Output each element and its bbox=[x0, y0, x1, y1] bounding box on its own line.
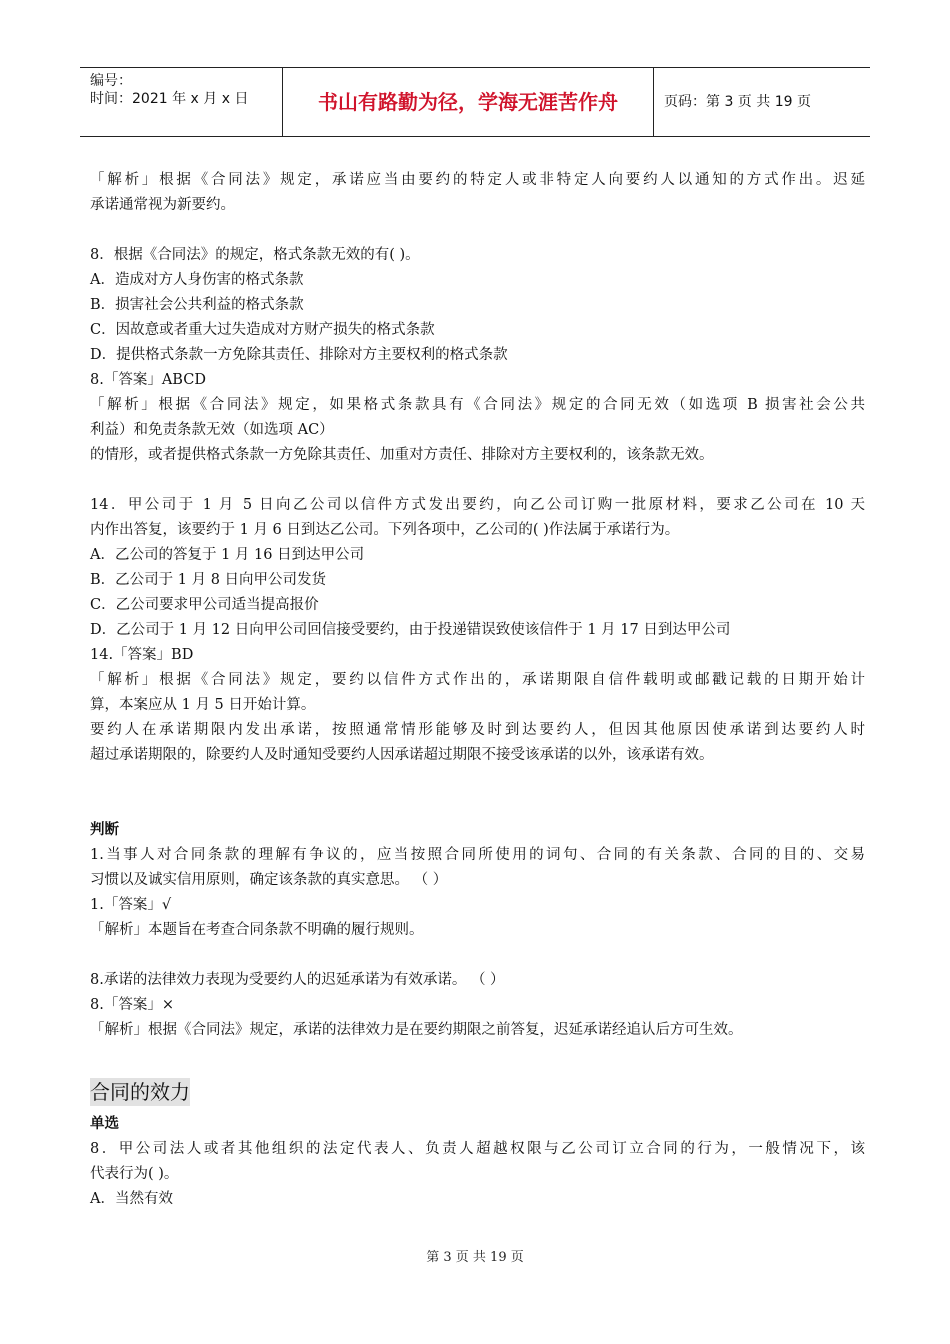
question-14-analysis: 「解析」根据《合同法》规定，要约以信件方式作出的，承诺期限自信件载明或邮戳记载的日期开始计 bbox=[90, 672, 865, 688]
question-8-analysis: 「解析」根据《合同法》规定，如果格式条款具有《合同法》规定的合同无效（如选项 B 损害社会公共 bbox=[90, 397, 865, 413]
judgment-1-stem: 1.当事人对合同条款的理解有争议的，应当按照合同所使用的词句、合同的有关条款、合同的目的、交易 bbox=[90, 847, 865, 863]
judgment-heading: 判断 bbox=[90, 822, 119, 838]
question-8-answer: 8.「答案」ABCD bbox=[90, 372, 206, 388]
single-choice-heading: 单选 bbox=[90, 1116, 119, 1132]
question-14-option-b: B．乙公司于 1 月 8 日向甲公司发货 bbox=[90, 572, 327, 588]
question-8-analysis: 的情形，或者提供格式条款一方免除其责任、加重对方责任、排除对方主要权利的，该条款无效。 bbox=[90, 447, 714, 463]
question-8-option-b: B．损害社会公共利益的格式条款 bbox=[90, 297, 304, 313]
question-14-option-c: C．乙公司要求甲公司适当提高报价 bbox=[90, 597, 319, 613]
question-8-option-d: D．提供格式条款一方免除其责任、排除对方主要权利的格式条款 bbox=[90, 347, 508, 363]
question-14-analysis: 要约人在承诺期限内发出承诺，按照通常情形能够及时到达要约人，但因其他原因使承诺到达要约人时 bbox=[90, 722, 865, 738]
judgment-8-analysis: 「解析」根据《合同法》规定，承诺的法律效力是在要约期限之前答复，迟延承诺经追认后方可生效。 bbox=[90, 1022, 743, 1038]
question-8-option-a: A．造成对方人身伤害的格式条款 bbox=[90, 272, 304, 288]
document-number-label: 编号： bbox=[90, 73, 132, 89]
header-page-number: 页码：第 3 页 共 19 页 bbox=[664, 94, 811, 110]
question-14-option-d: D．乙公司于 1 月 12 日向甲公司回信接受要约，由于投递错误致使该信件于 1 月 17 日到达甲公司 bbox=[90, 622, 731, 638]
question-14-answer: 14.「答案」BD bbox=[90, 647, 194, 663]
question-8-option-c: C．因故意或者重大过失造成对方财产损失的格式条款 bbox=[90, 322, 435, 338]
single-8-stem: 8．甲公司法人或者其他组织的法定代表人、负责人超越权限与乙公司订立合同的行为，一般情况下，该 bbox=[90, 1141, 865, 1157]
document-date-label: 时间：2021 年 x 月 x 日 bbox=[90, 91, 249, 107]
question-14-option-a: A．乙公司的答复于 1 月 16 日到达甲公司 bbox=[90, 547, 365, 563]
question-14-stem: 内作出答复，该要约于 1 月 6 日到达乙公司。下列各项中，乙公司的( )作法属于承诺行为。 bbox=[90, 522, 680, 538]
page-footer: 第 3 页 共 19 页 bbox=[426, 1250, 524, 1265]
judgment-8-answer: 8.「答案」× bbox=[90, 997, 174, 1013]
question-14-analysis: 超过承诺期限的，除要约人及时通知受要约人因承诺超过期限不接受该承诺的以外，该承诺有效。 bbox=[90, 747, 714, 763]
analysis-line: 承诺通常视为新要约。 bbox=[90, 197, 235, 213]
judgment-1-answer: 1.「答案」√ bbox=[90, 897, 172, 913]
document-body bbox=[90, 168, 865, 1212]
judgment-1-analysis: 「解析」本题旨在考查合同条款不明确的履行规则。 bbox=[90, 922, 424, 938]
header-motto: 书山有路勤为径，学海无涯苦作舟 bbox=[282, 68, 654, 136]
question-14-stem: 14．甲公司于 1 月 5 日向乙公司以信件方式发出要约，向乙公司订购一批原材料，要求乙公司在 10 天 bbox=[90, 497, 865, 513]
header-meta bbox=[80, 68, 282, 136]
question-8-stem: 8．根据《合同法》的规定，格式条款无效的有( )。 bbox=[90, 247, 420, 263]
page-header bbox=[80, 67, 870, 137]
single-8-option-a: A．当然有效 bbox=[90, 1191, 173, 1207]
single-8-stem: 代表行为( )。 bbox=[90, 1166, 179, 1182]
question-14-analysis: 算，本案应从 1 月 5 日开始计算。 bbox=[90, 697, 316, 713]
question-8-analysis: 利益）和免责条款无效（如选项 AC） bbox=[90, 422, 334, 438]
judgment-8-stem: 8.承诺的法律效力表现为受要约人的迟延承诺为有效承诺。 （ ） bbox=[90, 972, 505, 988]
section-heading: 合同的效力 bbox=[90, 1080, 190, 1104]
analysis-line: 「解析」根据《合同法》规定，承诺应当由要约的特定人或非特定人向要约人以通知的方式作出。迟延 bbox=[90, 172, 865, 188]
judgment-1-stem: 习惯以及诚实信用原则，确定该条款的真实意思。 （ ） bbox=[90, 872, 448, 888]
